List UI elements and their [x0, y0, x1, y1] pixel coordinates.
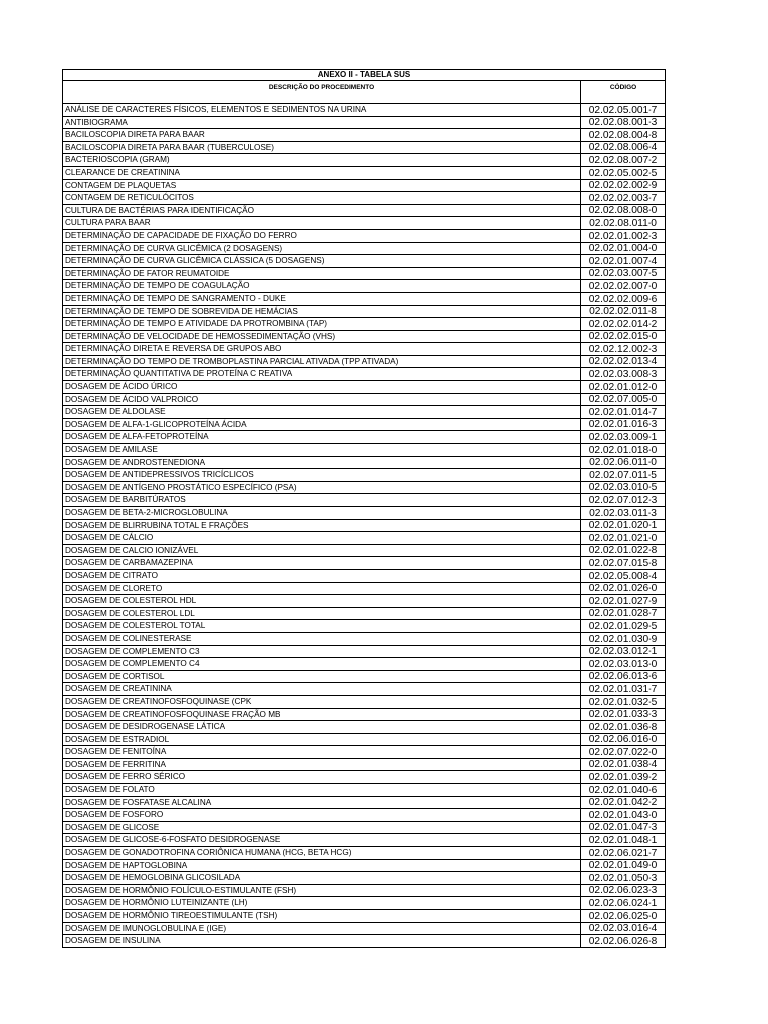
procedure-description: DOSAGEM DE COMPLEMENTO C4: [63, 658, 581, 671]
table-row: [63, 507, 666, 520]
table-row: [63, 532, 666, 545]
table-row: [63, 393, 666, 406]
procedure-code: 02.02.07.012-3: [581, 494, 666, 507]
procedure-description: DOSAGEM DE AMILASE: [63, 444, 581, 457]
table-row: [63, 330, 666, 343]
procedure-description: DOSAGEM DE DESIDROGENASE LÁTICA: [63, 721, 581, 734]
procedure-code: 02.02.06.011-0: [581, 456, 666, 469]
procedure-description: DETERMINAÇÃO DE CURVA GLICÊMICA CLÁSSICA (5 DOSAGENS): [63, 255, 581, 268]
procedure-code: 02.02.01.002-3: [581, 229, 666, 242]
table-row: [63, 456, 666, 469]
procedure-code: 02.02.03.011-3: [581, 507, 666, 520]
procedure-description: DOSAGEM DE FOSFATASE ALCALINA: [63, 796, 581, 809]
sus-table-container: [62, 69, 665, 948]
procedure-code: 02.02.01.036-8: [581, 721, 666, 734]
table-row: [63, 847, 666, 860]
procedure-description: DOSAGEM DE CALCIO IONIZÁVEL: [63, 544, 581, 557]
procedure-code: 02.02.01.020-1: [581, 519, 666, 532]
table-row: [63, 859, 666, 872]
procedure-description: CLEARANCE DE CREATININA: [63, 166, 581, 179]
procedure-description: DETERMINAÇÃO DO TEMPO DE TROMBOPLASTINA PARCIAL ATIVADA (TPP ATIVADA): [63, 355, 581, 368]
procedure-code: 02.02.02.009-6: [581, 292, 666, 305]
procedure-code: 02.02.01.050-3: [581, 872, 666, 885]
procedure-code: 02.02.01.042-2: [581, 796, 666, 809]
table-row: [63, 821, 666, 834]
table-row: [63, 784, 666, 797]
procedure-code: 02.02.07.011-5: [581, 469, 666, 482]
procedure-description: DOSAGEM DE ÁCIDO VALPROICO: [63, 393, 581, 406]
procedure-description: CONTAGEM DE PLAQUETAS: [63, 179, 581, 192]
procedure-description: DOSAGEM DE CLORETO: [63, 582, 581, 595]
table-row: [63, 166, 666, 179]
table-row: [63, 922, 666, 935]
procedure-description: DETERMINAÇÃO DE VELOCIDADE DE HEMOSSEDIMENTAÇÃO (VHS): [63, 330, 581, 343]
procedure-description: DOSAGEM DE BARBITÚRATOS: [63, 494, 581, 507]
table-row: [63, 910, 666, 923]
procedure-description: DOSAGEM DE ALFA-FETOPROTEÍNA: [63, 431, 581, 444]
procedure-code: 02.02.02.002-9: [581, 179, 666, 192]
procedure-code: 02.02.01.033-3: [581, 708, 666, 721]
table-row: [63, 242, 666, 255]
procedure-description: DOSAGEM DE BETA-2-MICROGLOBULINA: [63, 507, 581, 520]
procedure-description: DOSAGEM DE CITRATO: [63, 569, 581, 582]
procedure-code: 02.02.01.039-2: [581, 771, 666, 784]
procedure-code: 02.02.03.007-5: [581, 267, 666, 280]
procedure-description: DOSAGEM DE COLINESTERASE: [63, 632, 581, 645]
procedure-description: DOSAGEM DE HORMÔNIO LUTEINIZANTE (LH): [63, 897, 581, 910]
procedure-description: DOSAGEM DE ANTIDEPRESSIVOS TRICÍCLICOS: [63, 469, 581, 482]
procedure-code: 02.02.08.011-0: [581, 217, 666, 230]
procedure-description: DETERMINAÇÃO DE TEMPO E ATIVIDADE DA PROTROMBINA (TAP): [63, 318, 581, 331]
table-row: [63, 834, 666, 847]
procedure-code: 02.02.01.038-4: [581, 758, 666, 771]
procedure-description: DOSAGEM DE ALDOLASE: [63, 406, 581, 419]
table-row: [63, 809, 666, 822]
description-column-header: DESCRIÇÃO DO PROCEDIMENTO: [63, 81, 581, 104]
procedure-code: 02.02.08.001-3: [581, 116, 666, 129]
procedure-code: 02.02.06.023-3: [581, 884, 666, 897]
procedure-description: DOSAGEM DE FENITOÍNA: [63, 746, 581, 759]
table-row: [63, 217, 666, 230]
procedure-description: BACILOSCOPIA DIRETA PARA BAAR (TUBERCULOSE): [63, 141, 581, 154]
procedure-code: 02.02.01.016-3: [581, 418, 666, 431]
table-row: [63, 557, 666, 570]
procedure-description: DOSAGEM DE COLESTEROL HDL: [63, 595, 581, 608]
procedure-description: DOSAGEM DE COMPLEMENTO C3: [63, 645, 581, 658]
procedure-code: 02.02.06.026-8: [581, 935, 666, 948]
procedure-description: DOSAGEM DE FERRITINA: [63, 758, 581, 771]
procedure-code: 02.02.02.007-0: [581, 280, 666, 293]
procedure-description: DOSAGEM DE FERRO SÉRICO: [63, 771, 581, 784]
procedure-description: DOSAGEM DE BLIRRUBINA TOTAL E FRAÇÕES: [63, 519, 581, 532]
procedure-description: DOSAGEM DE COLESTEROL LDL: [63, 607, 581, 620]
procedure-code: 02.02.07.015-8: [581, 557, 666, 570]
procedure-description: CONTAGEM DE RETICULÓCITOS: [63, 192, 581, 205]
procedure-description: DOSAGEM DE HORMÔNIO FOLÍCULO-ESTIMULANTE (FSH): [63, 884, 581, 897]
table-row: [63, 444, 666, 457]
procedure-code: 02.02.01.026-0: [581, 582, 666, 595]
procedure-code: 02.02.01.022-8: [581, 544, 666, 557]
table-row: [63, 582, 666, 595]
procedure-description: ANÁLISE DE CARACTERES FÍSICOS, ELEMENTOS E SEDIMENTOS NA URINA: [63, 104, 581, 117]
procedure-code: 02.02.03.012-1: [581, 645, 666, 658]
procedure-description: DOSAGEM DE IMUNOGLOBULINA E (IGE): [63, 922, 581, 935]
procedure-description: DOSAGEM DE HAPTOGLOBINA: [63, 859, 581, 872]
table-row: [63, 318, 666, 331]
procedure-code: 02.02.08.006-4: [581, 141, 666, 154]
table-row: [63, 305, 666, 318]
procedure-description: DETERMINAÇÃO DIRETA E REVERSA DE GRUPOS ABO: [63, 343, 581, 356]
procedure-code: 02.02.01.032-5: [581, 695, 666, 708]
procedure-description: DOSAGEM DE HEMOGLOBINA GLICOSILADA: [63, 872, 581, 885]
procedure-code: 02.02.03.010-5: [581, 481, 666, 494]
table-row: [63, 595, 666, 608]
procedure-code: 02.02.08.004-8: [581, 129, 666, 142]
procedure-code: 02.02.05.001-7: [581, 104, 666, 117]
procedure-description: DETERMINAÇÃO DE CAPACIDADE DE FIXAÇÃO DO FERRO: [63, 229, 581, 242]
table-row: [63, 154, 666, 167]
procedure-code: 02.02.01.007-4: [581, 255, 666, 268]
procedure-description: CULTURA DE BACTÉRIAS PARA IDENTIFICAÇÃO: [63, 204, 581, 217]
procedure-description: DOSAGEM DE COLESTEROL TOTAL: [63, 620, 581, 633]
table-row: [63, 343, 666, 356]
table-row: [63, 179, 666, 192]
table-row: [63, 267, 666, 280]
procedure-code: 02.02.05.008-4: [581, 569, 666, 582]
procedure-description: BACILOSCOPIA DIRETA PARA BAAR: [63, 129, 581, 142]
sus-procedure-table: [62, 69, 666, 948]
table-row: [63, 935, 666, 948]
table-row: [63, 280, 666, 293]
procedure-code: 02.02.01.047-3: [581, 821, 666, 834]
procedure-description: DOSAGEM DE CÁLCIO: [63, 532, 581, 545]
table-row: [63, 645, 666, 658]
table-title: ANEXO II - TABELA SUS: [63, 70, 666, 81]
procedure-description: DOSAGEM DE CARBAMAZEPINA: [63, 557, 581, 570]
table-row: [63, 204, 666, 217]
procedure-description: DETERMINAÇÃO DE TEMPO DE SOBREVIDA DE HEMÁCIAS: [63, 305, 581, 318]
procedure-code: 02.02.03.008-3: [581, 368, 666, 381]
table-row: [63, 431, 666, 444]
procedure-description: DETERMINAÇÃO QUANTITATIVA DE PROTEÍNA C REATIVA: [63, 368, 581, 381]
procedure-code: 02.02.03.009-1: [581, 431, 666, 444]
table-row: [63, 695, 666, 708]
procedure-code: 02.02.01.004-0: [581, 242, 666, 255]
procedure-code: 02.02.07.022-0: [581, 746, 666, 759]
table-row: [63, 481, 666, 494]
table-row: [63, 292, 666, 305]
table-row: [63, 708, 666, 721]
procedure-description: DOSAGEM DE FOSFORO: [63, 809, 581, 822]
table-row: [63, 141, 666, 154]
table-row: [63, 418, 666, 431]
procedure-code: 02.02.01.021-0: [581, 532, 666, 545]
procedure-code: 02.02.02.013-4: [581, 355, 666, 368]
table-row: [63, 355, 666, 368]
table-row: [63, 406, 666, 419]
table-row: [63, 368, 666, 381]
procedure-code: 02.02.06.021-7: [581, 847, 666, 860]
procedure-code: 02.02.02.015-0: [581, 330, 666, 343]
table-row: [63, 469, 666, 482]
procedure-description: BACTERIOSCOPIA (GRAM): [63, 154, 581, 167]
procedure-code: 02.02.01.030-9: [581, 632, 666, 645]
table-row: [63, 129, 666, 142]
procedure-code: 02.02.08.007-2: [581, 154, 666, 167]
table-row: [63, 607, 666, 620]
procedure-code: 02.02.07.005-0: [581, 393, 666, 406]
table-row: [63, 494, 666, 507]
procedure-description: DOSAGEM DE CORTISOL: [63, 670, 581, 683]
procedure-description: DOSAGEM DE HORMÔNIO TIREOESTIMULANTE (TSH): [63, 910, 581, 923]
procedure-description: DOSAGEM DE INSULINA: [63, 935, 581, 948]
procedure-code: 02.02.12.002-3: [581, 343, 666, 356]
table-row: [63, 544, 666, 557]
table-title-row: [63, 70, 666, 81]
procedure-description: DOSAGEM DE ANDROSTENEDIONA: [63, 456, 581, 469]
procedure-description: DETERMINAÇÃO DE CURVA GLICÊMICA (2 DOSAGENS): [63, 242, 581, 255]
code-column-header: CÓDIGO: [581, 81, 666, 104]
procedure-code: 02.02.02.003-7: [581, 192, 666, 205]
table-row: [63, 796, 666, 809]
procedure-description: DOSAGEM DE ÁCIDO ÚRICO: [63, 381, 581, 394]
table-row: [63, 872, 666, 885]
table-row: [63, 746, 666, 759]
table-row: [63, 733, 666, 746]
procedure-description: DOSAGEM DE ALFA-1-GLICOPROTEÍNA ÁCIDA: [63, 418, 581, 431]
procedure-description: ANTIBIOGRAMA: [63, 116, 581, 129]
table-row: [63, 658, 666, 671]
procedure-description: DOSAGEM DE FOLATO: [63, 784, 581, 797]
procedure-code: 02.02.01.018-0: [581, 444, 666, 457]
procedure-code: 02.02.01.027-9: [581, 595, 666, 608]
table-row: [63, 255, 666, 268]
table-row: [63, 104, 666, 117]
procedure-code: 02.02.02.014-2: [581, 318, 666, 331]
table-row: [63, 670, 666, 683]
procedure-code: 02.02.01.014-7: [581, 406, 666, 419]
procedure-code: 02.02.06.013-6: [581, 670, 666, 683]
table-row: [63, 192, 666, 205]
procedure-description: DOSAGEM DE CREATININA: [63, 683, 581, 696]
procedure-code: 02.02.01.029-5: [581, 620, 666, 633]
table-row: [63, 897, 666, 910]
procedure-code: 02.02.02.011-8: [581, 305, 666, 318]
procedure-description: DOSAGEM DE GLICOSE-6-FOSFATO DESIDROGENASE: [63, 834, 581, 847]
procedure-description: DETERMINAÇÃO DE FATOR REUMATOIDE: [63, 267, 581, 280]
procedure-code: 02.02.06.025-0: [581, 910, 666, 923]
table-row: [63, 569, 666, 582]
procedure-code: 02.02.01.049-0: [581, 859, 666, 872]
procedure-description: DOSAGEM DE GONADOTROFINA CORIÔNICA HUMANA (HCG, BETA HCG): [63, 847, 581, 860]
procedure-code: 02.02.01.040-6: [581, 784, 666, 797]
procedure-description: DETERMINAÇÃO DE TEMPO DE SANGRAMENTO - DUKE: [63, 292, 581, 305]
procedure-description: DOSAGEM DE CREATINOFOSFOQUINASE (CPK: [63, 695, 581, 708]
procedure-code: 02.02.08.008-0: [581, 204, 666, 217]
procedure-code: 02.02.06.016-0: [581, 733, 666, 746]
table-row: [63, 519, 666, 532]
procedure-description: DOSAGEM DE ESTRADIOL: [63, 733, 581, 746]
procedure-description: DOSAGEM DE GLICOSE: [63, 821, 581, 834]
table-row: [63, 381, 666, 394]
table-header-row: [63, 81, 666, 104]
table-row: [63, 884, 666, 897]
procedure-description: DOSAGEM DE CREATINOFOSFOQUINASE FRAÇÃO MB: [63, 708, 581, 721]
procedure-code: 02.02.01.048-1: [581, 834, 666, 847]
table-row: [63, 116, 666, 129]
procedure-description: DETERMINAÇÃO DE TEMPO DE COAGULAÇÃO: [63, 280, 581, 293]
table-row: [63, 683, 666, 696]
table-row: [63, 771, 666, 784]
procedure-description: CULTURA PARA BAAR: [63, 217, 581, 230]
table-row: [63, 721, 666, 734]
table-row: [63, 620, 666, 633]
table-row: [63, 229, 666, 242]
procedure-code: 02.02.03.013-0: [581, 658, 666, 671]
table-row: [63, 758, 666, 771]
procedure-code: 02.02.01.031-7: [581, 683, 666, 696]
procedure-code: 02.02.01.028-7: [581, 607, 666, 620]
procedure-code: 02.02.01.012-0: [581, 381, 666, 394]
procedure-code: 02.02.05.002-5: [581, 166, 666, 179]
table-row: [63, 632, 666, 645]
procedure-code: 02.02.03.016-4: [581, 922, 666, 935]
procedure-description: DOSAGEM DE ANTÍGENO PROSTÁTICO ESPECÍFICO (PSA): [63, 481, 581, 494]
procedure-code: 02.02.01.043-0: [581, 809, 666, 822]
procedure-code: 02.02.06.024-1: [581, 897, 666, 910]
